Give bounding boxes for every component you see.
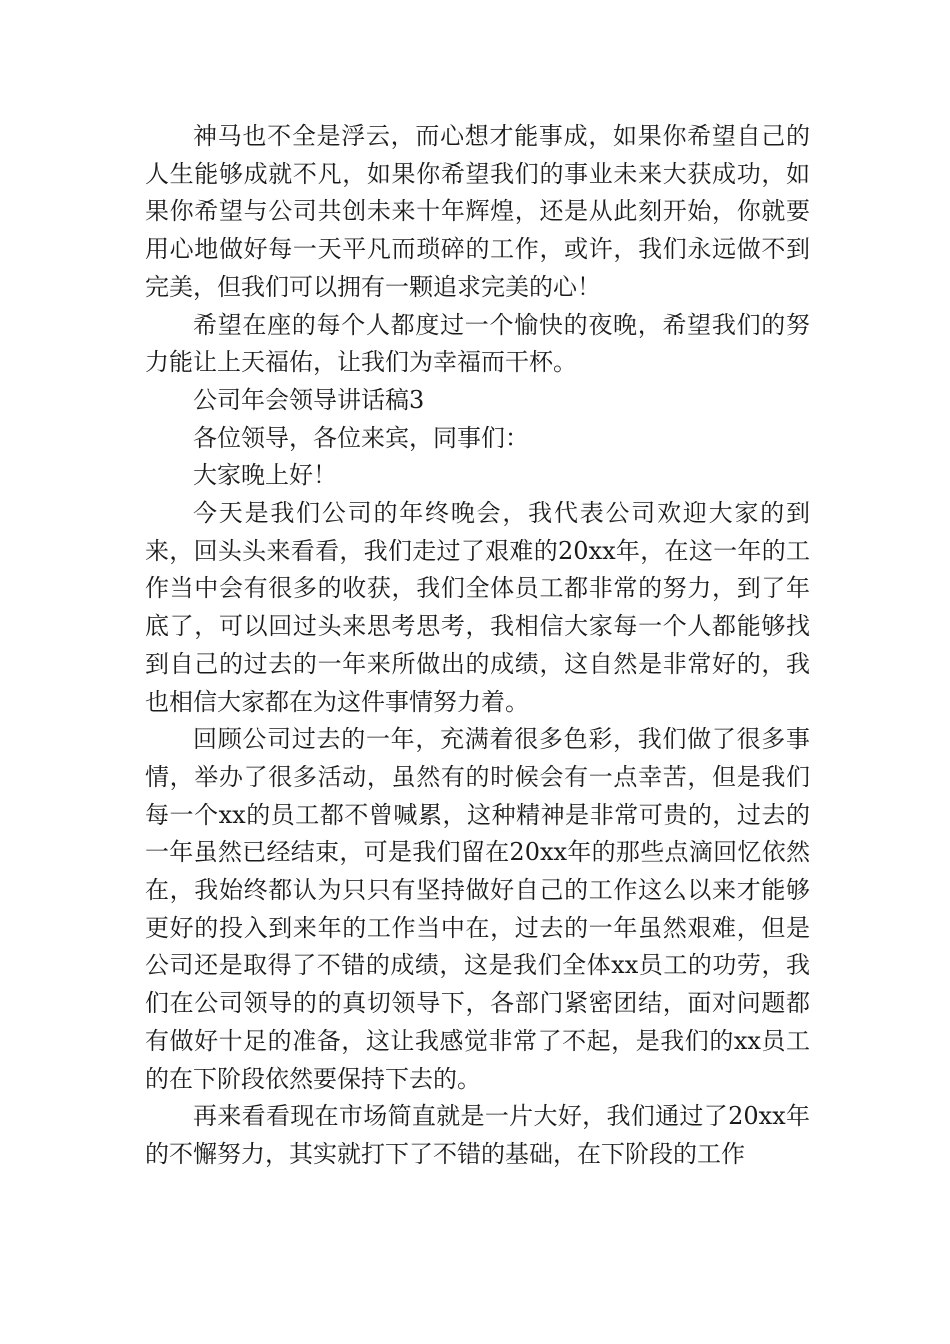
paragraph-opening: 今天是我们公司的年终晚会，我代表公司欢迎大家的到来，回头头来看看，我们走过了艰难的20xx年，在这一年的工作当中会有很多的收获，我们全体员工都非常的努力，到了年底了，可以回过头来思考思考，我相信大家每一个人都能够找到自己的过去的一年来所做出的成绩，这自然是非常好的，我也相信大家都在为这件事情努力着。 [145,499,810,716]
paragraph-market: 再来看看现在市场简直就是一片大好，我们通过了20xx年的不懈努力，其实就打下了不错的基础，在下阶段的工作 [145,1102,810,1168]
paragraph-review: 回顾公司过去的一年，充满着很多色彩，我们做了很多事情，举办了很多活动，虽然有的时候会有一点幸苦，但是我们每一个xx的员工都不曾喊累，这种精神是非常可贵的，过去的一年虽然已经结束，可是我们留在20xx年的那些点滴回忆依然在，我始终都认为只只有坚持做好自己的工作这么以来才能够更好的投入到来年的工作当中在，过去的一年虽然艰难，但是公司还是取得了不错的成绩，这是我们全体xx员工的功劳，我们在公司领导的的真切领导下，各部门紧密团结，面对问题都有做好十足的准备，这让我感觉非常了不起，是我们的xx员工的在下阶段依然要保持下去的。 [145,725,810,1093]
document-body [145,118,810,1174]
paragraph-toast: 希望在座的每个人都度过一个愉快的夜晚，希望我们的努力能让上天福佑，让我们为幸福而干杯。 [145,310,810,377]
greeting: 大家晚上好！ [193,461,337,490]
salutation: 各位领导，各位来宾，同事们： [193,423,529,452]
section-title: 公司年会领导讲话稿3 [193,385,425,414]
paragraph-closing-encouragement: 神马也不全是浮云，而心想才能事成，如果你希望自己的人生能够成就不凡，如果你希望我们的事业未来大获成功，如果你希望与公司共创未来十年辉煌，还是从此刻开始，你就要用心地做好每一天平凡而琐碎的工作，或许，我们永远做不到完美，但我们可以拥有一颗追求完美的心！ [145,122,810,301]
